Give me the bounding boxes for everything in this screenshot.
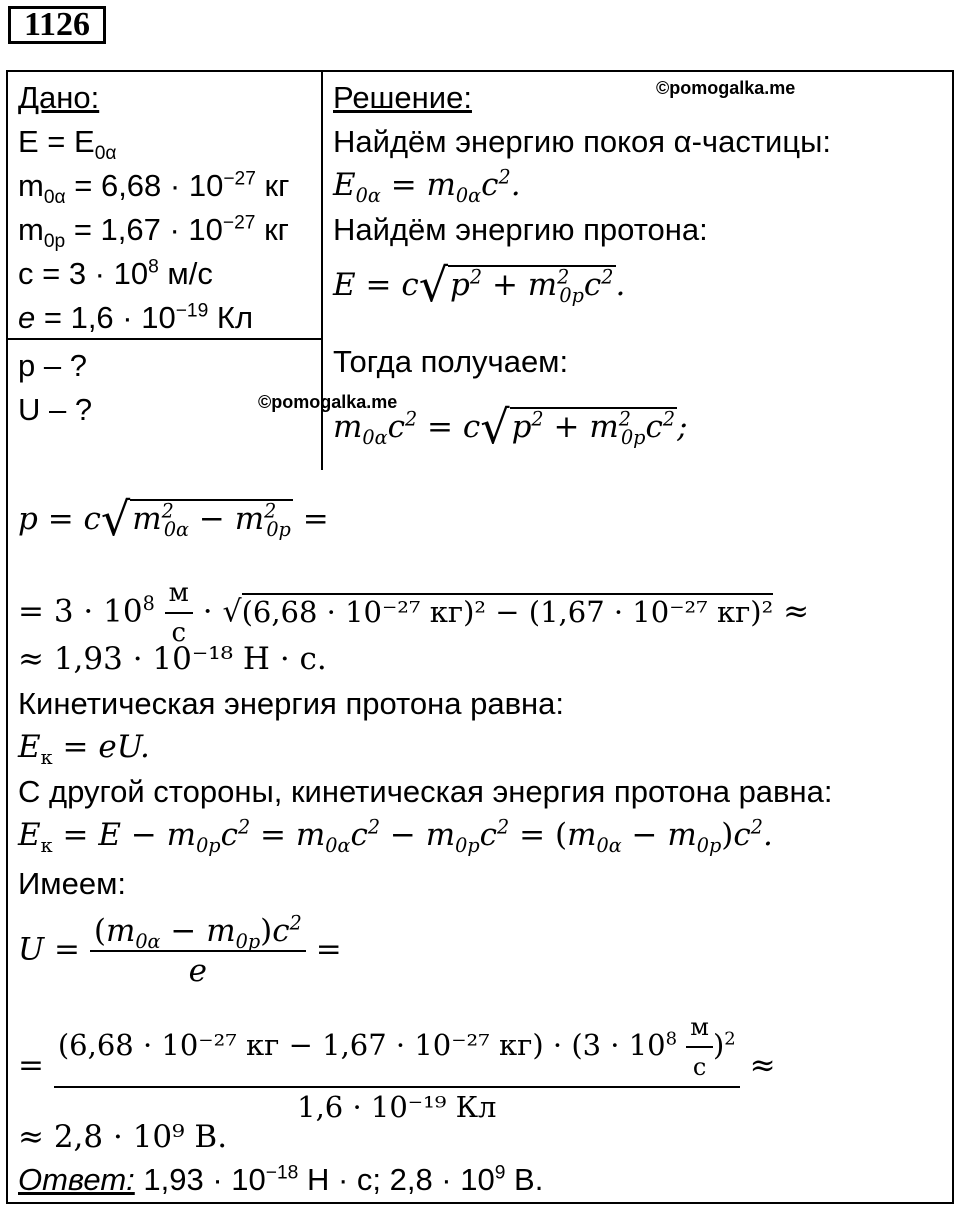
solution-then-text: Тогда получаем: bbox=[333, 344, 569, 379]
answer-line: Ответ: $1,93 \cdot 10^{-18}$ Н · с; $2,8 \cdot 10^9$ В. bbox=[18, 1162, 544, 1197]
result-momentum: ≈ 1,93 · 10⁻¹⁸ Н · с. bbox=[18, 641, 327, 677]
result-voltage: ≈ 2,8 · 10⁹ В. bbox=[18, 1119, 228, 1155]
formula-energy-equation: $m_{0\alpha}c^2 = c√p^2 + m^2_{0p}c^2$; bbox=[333, 400, 688, 454]
given-speed-of-light: $c = 3 \cdot 10^8$ м/с bbox=[18, 256, 213, 291]
answer-label: Ответ: bbox=[18, 1162, 135, 1197]
given-alpha-mass: $m_{0\alpha} = 6,68 \cdot 10^{-27}$ кг bbox=[18, 168, 290, 209]
given-proton-mass: $m_{0p} = 1,67 \cdot 10^{-27}$ кг bbox=[18, 212, 289, 253]
problem-number: 1126 bbox=[8, 6, 106, 44]
kinetic-energy-text: Кинетическая энергия протона равна: bbox=[18, 686, 565, 721]
given-title: Дано: bbox=[18, 80, 100, 115]
watermark-middle: ©pomogalka.me bbox=[258, 392, 398, 412]
other-side-text: С другой стороны, кинетическая энергия протона равна: bbox=[18, 774, 833, 809]
formula-voltage: U = $\frac{(m_{0\alpha} - m_{0p})c^2}{e}$ = bbox=[18, 911, 342, 989]
given-energy: $E = E_{0\alpha}$ bbox=[18, 124, 117, 165]
find-momentum: p – ? bbox=[18, 348, 87, 383]
find-voltage: U – ? bbox=[18, 392, 93, 427]
formula-kinetic-difference: $E_к = E - m_{0p}c^2 = m_{0\alpha}c^2 - m_{0p}c^2 = (m_{0\alpha} - m_{0p})c^2$. bbox=[18, 815, 773, 858]
watermark-top: ©pomogalka.me bbox=[656, 78, 796, 98]
given-find-divider bbox=[6, 338, 322, 340]
imeem-text: Имеем: bbox=[18, 866, 127, 901]
solution-proton-energy-text: Найдём энергию протона: bbox=[333, 212, 708, 247]
solution-title: Решение: bbox=[333, 80, 472, 115]
formula-momentum-numeric: = $3 \cdot 10^8$ $\frac{м}{с}$ · √(6,68 · 10⁻²⁷ кг)² − (1,67 · 10⁻²⁷ кг)² ≈ bbox=[18, 574, 809, 652]
formula-proton-energy: $E = c√p^2 + m^2_{0p}c^2$. bbox=[333, 258, 626, 312]
formula-kinetic-energy: $E_к$ = eU. bbox=[18, 729, 150, 770]
formula-rest-energy: $E_{0\alpha} = m_{0\alpha}c^2$. bbox=[333, 165, 521, 208]
formula-momentum: $p = c√m^2_{0\alpha} - m^2_{0p}$ = bbox=[18, 492, 329, 546]
formula-voltage-numeric: = (6,68 · 10⁻²⁷ кг − 1,67 · 10⁻²⁷ $кг) \cdot (3 \cdot 10^8$ $\frac{м}{с}$ )$^2$ 1,6 · 10⁻¹⁹ Кл ≈ bbox=[18, 1008, 776, 1126]
solution-rest-energy-text: Найдём энергию покоя α-частицы: bbox=[333, 124, 831, 159]
given-charge: $e = 1,6 \cdot 10^{-19}$ Кл bbox=[18, 300, 254, 335]
